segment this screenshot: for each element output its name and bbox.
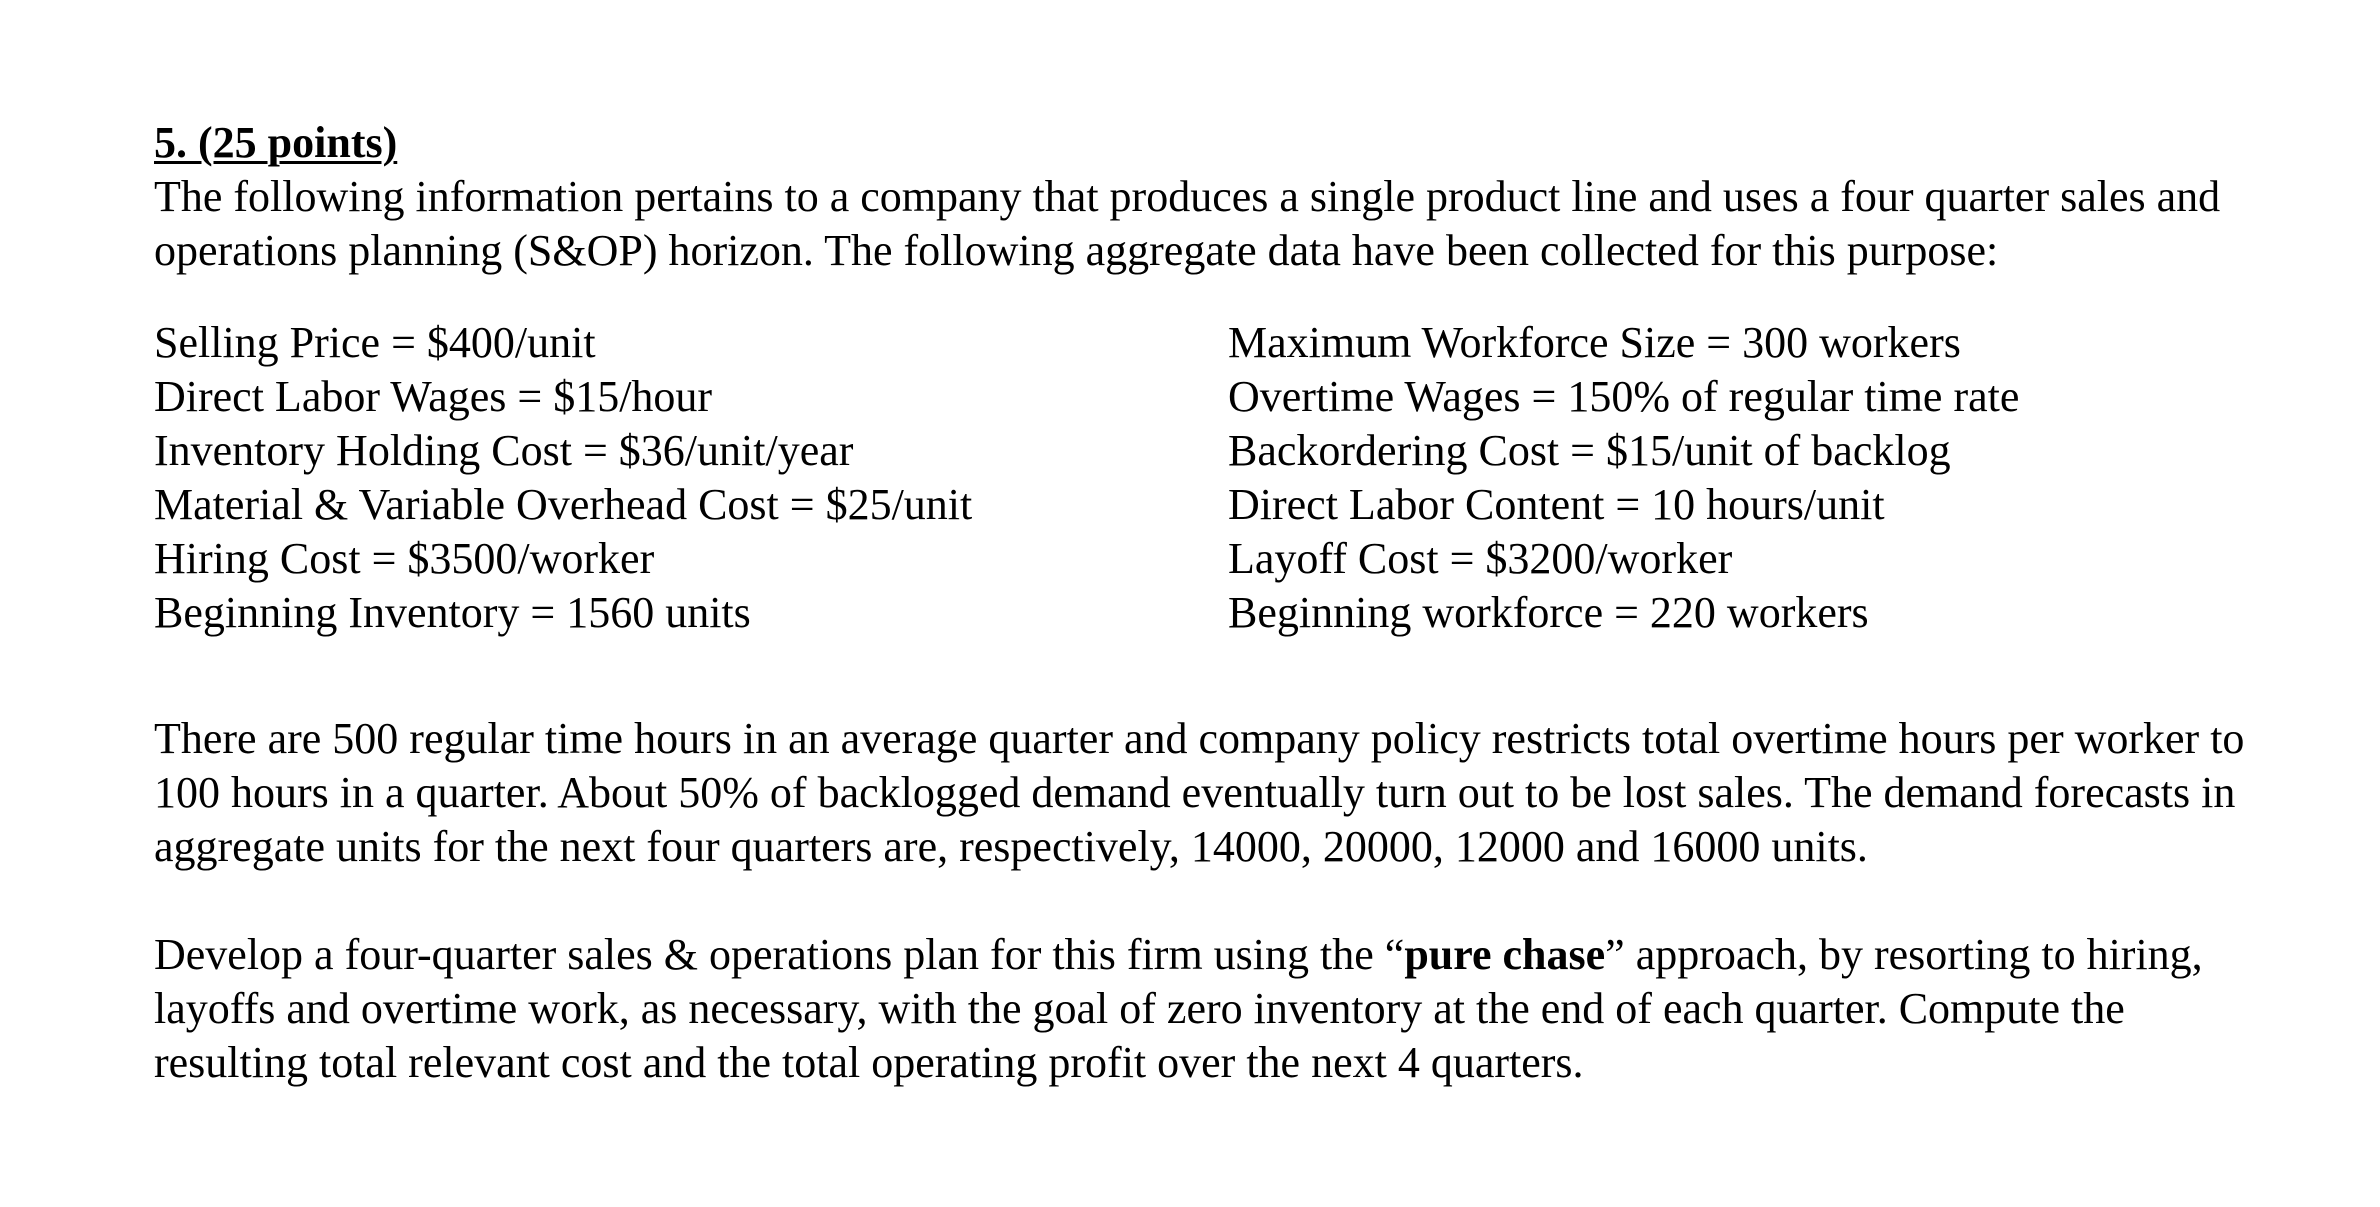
constraints-paragraph: There are 500 regular time hours in an average quarter and company policy restricts total overtime hours per worker to 100 hours in a quarter. About 50% of backlogged demand eventually turn out to be lost sales. The demand forecasts in aggregate units for the next four quarters are, respectively, 14000, 20000, 12000 and 16000 units.	[154, 714, 2245, 871]
param-maximum-workforce: Maximum Workforce Size = 300 workers	[1228, 318, 1961, 367]
param-direct-labor-content: Direct Labor Content = 10 hours/unit	[1228, 480, 1885, 529]
param-material-overhead-cost: Material & Variable Overhead Cost = $25/unit	[154, 480, 973, 529]
param-layoff-cost: Layoff Cost = $3200/worker	[1228, 534, 1733, 583]
param-backordering-cost: Backordering Cost = $15/unit of backlog	[1228, 426, 1951, 475]
intro-paragraph: The following information pertains to a company that produces a single product line and uses a four quarter sales and operations planning (S&OP) horizon. The following aggregate data have been collected for this purpose:	[154, 172, 2221, 275]
param-direct-labor-wages: Direct Labor Wages = $15/hour	[154, 372, 713, 421]
task-text-before: Develop a four-quarter sales & operations plan for this firm using the “	[154, 930, 1405, 979]
task-text-bold: pure chase	[1404, 930, 1606, 979]
task-text-after: ” approach, by resorting to hiring, layoffs and overtime work, as necessary, with the goal of zero inventory at the end of each quarter. Compute the resulting total relevant cost and the total operating profit over the next 4 quarters.	[154, 930, 2203, 1087]
param-selling-price: Selling Price = $400/unit	[154, 318, 596, 367]
parameters-left-column	[154, 316, 1228, 640]
parameters-right-column	[1228, 316, 2228, 640]
parameters-section	[154, 316, 2304, 640]
param-hiring-cost: Hiring Cost = $3500/worker	[154, 534, 655, 583]
param-beginning-workforce: Beginning workforce = 220 workers	[1228, 588, 1869, 637]
param-overtime-wages: Overtime Wages = 150% of regular time rate	[1228, 372, 2020, 421]
task-paragraph	[154, 928, 2284, 1090]
question-heading: 5. (25 points)	[154, 118, 398, 167]
param-beginning-inventory: Beginning Inventory = 1560 units	[154, 588, 751, 637]
param-inventory-holding-cost: Inventory Holding Cost = $36/unit/year	[154, 426, 854, 475]
question-block	[154, 116, 2304, 1090]
